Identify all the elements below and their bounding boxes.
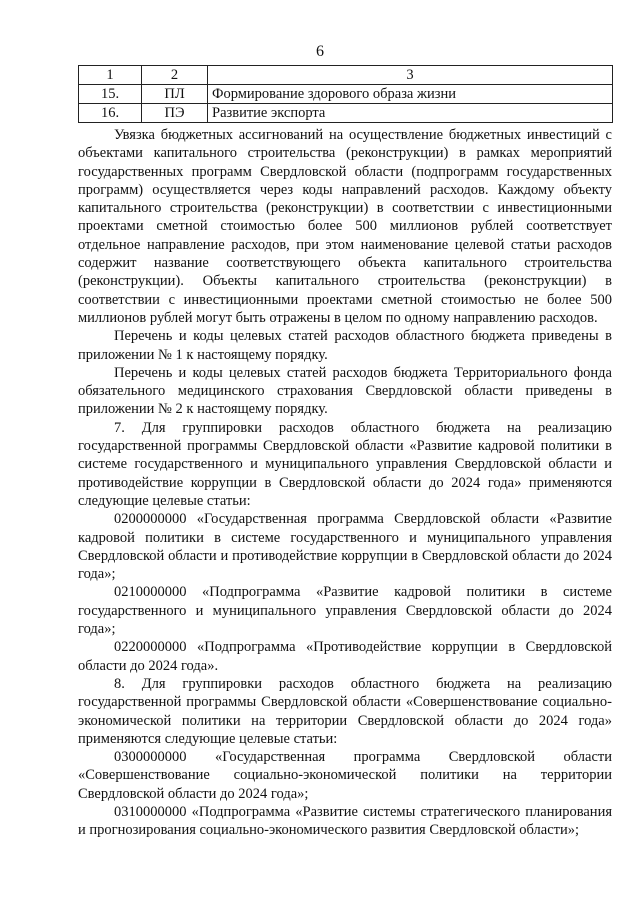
page-number: 6 [316, 43, 324, 60]
paragraph: 7. Для группировки расходов областного бюджета на реализацию государственной программы Свердловской области «Развитие кадровой политики в системе государственного и муниципального управления Свердловской области и противодействие коррупции в Свердловской области до 2024 года» применяются следующие целевые статьи: [78, 419, 612, 509]
paragraph: Перечень и коды целевых статей расходов областного бюджета приведены в приложении № 1 к настоящему порядку. [78, 328, 612, 363]
table-cell-name: Формирование здорового образа жизни [208, 85, 613, 104]
table-header-cell: 1 [79, 66, 142, 85]
table-cell-name: Развитие экспорта [208, 104, 613, 123]
paragraph: 8. Для группировки расходов областного бюджета на реализацию государственной программы Свердловской области «Совершенствование социально-экономической политики на территории Свердловской области до 2024 года» применяются следующие целевые статьи: [78, 675, 612, 747]
table-cell-code: ПЭ [142, 104, 208, 123]
paragraph: 0310000000 «Подпрограмма «Развитие системы стратегического планирования и прогнозирования социально-экономического развития Свердловской области»; [78, 803, 612, 839]
paragraph: Перечень и коды целевых статей расходов бюджета Территориального фонда обязательного медицинского страхования Свердловской области приведены в приложении № 2 к настоящему порядку. [78, 364, 612, 418]
document-body [78, 126, 612, 840]
paragraph: 0300000000 «Государственная программа Свердловской области «Совершенствование социально-экономической политики на территории Свердловской области до 2024 года»; [78, 749, 612, 802]
table-cell-code: ПЛ [142, 85, 208, 104]
table-header-cell: 2 [142, 66, 208, 85]
table-header-row [79, 66, 613, 85]
table-cell-num: 16. [79, 104, 142, 123]
table-header-cell: 3 [208, 66, 613, 85]
paragraph: Увязка бюджетных ассигнований на осуществление бюджетных инвестиций с объектами капитального строительства (реконструкции) в рамках мероприятий государственных программ Свердловской области (подпрограмм государственных программ) осуществляется через коды направлений расходов. Каждому объекту капитального строительства (реконструкции) в соответствии с инвестиционными проектами сметной стоимостью более 500 миллионов рублей соответствует отдельное направление расходов, при этом наименование целевой статьи расходов содержит название соответствующего объекта капитального строительства (реконструкции). Объекты капитального строительства (реконструкции) в соответствии с инвестиционными проектами сметной стоимостью не более 500 миллионов рублей могут быть отражены в целом по одному направлению расходов. [78, 127, 612, 326]
table-cell-num: 15. [79, 85, 142, 104]
paragraph: 0210000000 «Подпрограмма «Развитие кадровой политики в системе государственного и муниципального управления Свердловской области до 2024 года»; [78, 584, 612, 638]
table-row [79, 104, 613, 123]
paragraph: 0220000000 «Подпрограмма «Противодействие коррупции в Свердловской области до 2024 года». [78, 639, 612, 674]
data-table [78, 65, 613, 123]
paragraph: 0200000000 «Государственная программа Свердловской области «Развитие кадровой политики в системе государственного и муниципального управления Свердловской области и противодействие коррупции в Свердловской области до 2024 года»; [78, 511, 612, 583]
table-row [79, 85, 613, 104]
